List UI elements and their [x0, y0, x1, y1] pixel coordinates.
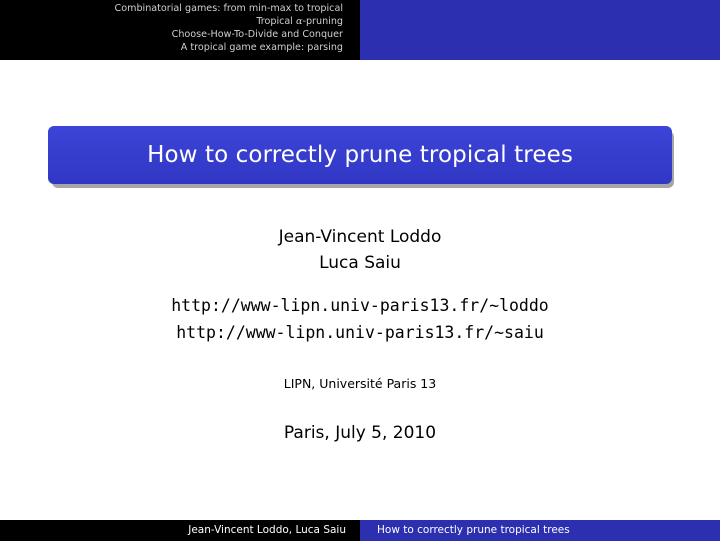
section-label-prefix: Tropical	[256, 16, 297, 27]
alpha-symbol: α	[296, 16, 303, 27]
section-navigation	[0, 0, 360, 60]
section-label-suffix: -pruning	[302, 16, 343, 27]
author-name: Jean-Vincent Loddo	[278, 227, 442, 247]
section-link-choose-how-to-divide[interactable]: Choose-How-To-Divide and Conquer	[171, 29, 343, 40]
footer-authors: Jean-Vincent Loddo, Luca Saiu	[0, 520, 360, 541]
header-bar	[0, 0, 720, 60]
section-link-combinatorial-games[interactable]: Combinatorial games: from min-max to tropical	[114, 3, 343, 14]
header-right-panel	[360, 0, 720, 60]
author-name: Luca Saiu	[319, 253, 401, 273]
institute: LIPN, Université Paris 13	[283, 376, 437, 391]
author-url[interactable]: http://www-lipn.univ-paris13.fr/~saiu	[176, 323, 544, 342]
author-url[interactable]: http://www-lipn.univ-paris13.fr/~loddo	[171, 296, 549, 315]
slide-title: How to correctly prune tropical trees	[147, 142, 573, 168]
section-link-tropical-alpha-pruning[interactable]	[0, 15, 343, 28]
section-list	[0, 0, 360, 54]
author-block	[0, 224, 720, 276]
section-link-tropical-game-parsing[interactable]: A tropical game example: parsing	[180, 42, 343, 53]
url-block	[0, 292, 720, 346]
title-box	[48, 126, 672, 184]
footer-title: How to correctly prune tropical trees	[360, 520, 720, 541]
presentation-date: Paris, July 5, 2010	[283, 423, 437, 443]
